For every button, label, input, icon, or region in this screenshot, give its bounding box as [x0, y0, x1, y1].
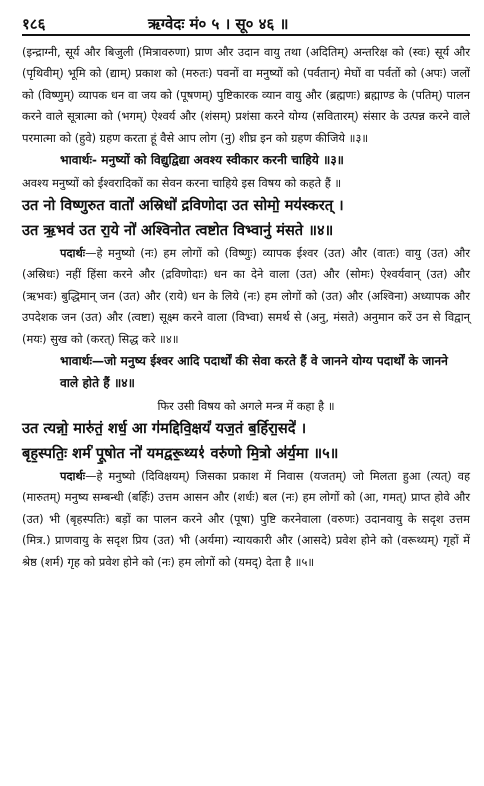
bhavartha-block [22, 149, 470, 171]
mantra-line: बृह॒स्पतिः॒ शर्म॑ पू॒षोत नो॑ यमद्वरू॒थ्य१॑ वरु॑णो मि॒त्रो अ॑र्य॒मा ॥५॥ [22, 445, 339, 463]
bhavartha-text: - मनुष्यों को विद्युद्विद्या अवश्य स्वीकार करनी चाहिये ॥३॥ [91, 153, 344, 168]
running-header [22, 6, 470, 36]
padartha-label: पदार्थः [60, 469, 86, 484]
running-title: ऋग्वेदः मं० ५ । सू० ४६ ॥ [148, 15, 289, 33]
page-number: १८६ [22, 15, 46, 33]
mantra-line: उत ऋ॒भव॑ उत रा॒ये नो॑ अश्विनोत त्वष्टोत विभ्वानु॑ मंसते ॥४॥ [22, 222, 334, 240]
padartha-block [22, 243, 470, 350]
bhavartha-text: —जो मनुष्य ईश्वर आदि पदार्थों की सेवा करते हैं वे जानने योग्य पदार्थों के जानने वाले होते हैं ॥४॥ [60, 354, 448, 391]
verse-intro: फिर उसी विषय को अगले मन्त्र में कहा है ॥ [157, 399, 335, 414]
verse-intro: अवश्य मनुष्यों को ईश्वरादिकों का सेवन करना चाहिये इस विषय को कहते हैं ॥ [22, 176, 342, 191]
mantra-line: उत नो विष्णुरुत वातो॑ अस्रिधो॑ द्रविणोदा उत सोमो॒ मय॑स्करत् । [22, 197, 344, 215]
bhavartha-label: भावार्थः [60, 354, 92, 369]
padartha-block [22, 466, 470, 573]
padartha-label: पदार्थः [60, 246, 86, 261]
bhavartha-label: भावार्थः [60, 153, 92, 168]
padartha-text: —हे मनुष्यो (दिविक्षयम्) जिसका प्रकाश में निवास (यजतम्) जो मिलता हुआ (त्यत्) वह (मारुतम्) मनुष्य सम्बन्धी (बर्हिः) उत्तम आसन और (शर्धः) बल (नः) हम लोगों को (आ, गमत्) प्राप्त होवे और (उत) भी (बृहस्पतिः) बड़ों का पालन करने और (पूषा) पुष्टि करनेवाला (वरुणः) उदानवायु के सदृश उत्तम (मित्र.) प्राणवायु के सदृश प्रिय (उत) भी (अर्यमा) न्यायकारी और (आसदे) प्रवेश होने को (वरूथ्यम्) गृहों में श्रेष्ठ (शर्म) गृह को प्रवेश होने को (नः) हम लोगों को (यमद्) देता है ॥५॥ [22, 469, 470, 569]
bhavartha-block [22, 350, 470, 394]
commentary-paragraph: (इन्द्राग्नी, सूर्य और बिजुली (मित्रावरुणा) प्राण और उदान वायु तथा (अदितिम्) अन्तरिक्ष को (स्वः) सूर्य और (पृथिवीम्) भूमि को (द्याम्) प्रकाश को (मरुतः) पवनों वा मनुष्यों को (पर्वतान्) मेघों वा पर्वतों को (अपः) जलों को (विष्णुम्) व्यापक धन वा जय को (पूषणम्) पुष्टिकारक व्यान वायु और (ब्रह्मणः) ब्रह्माण्ड के (पतिम्) पालन करने वाले सूत्रात्मा को (भगम्) ऐश्वर्य और (शंसम्) प्रशंसा करने योग्य (सवितारम्) संसार के उत्पन्न करने वाले परमात्मा को (हुवे) ग्रहण करता हूं वैसे आप लोग (नु) शीघ्र इन को ग्रहण कीजिये ॥३॥ [22, 45, 470, 145]
mantra-line: उत त्यन्नो॒ मारु॑तं॒ शर्ध॒ आ ग॑मद्दिवि॒क्षयं॑ यज॒तं ब॒र्हिरा॒सदे॑ । [22, 420, 307, 438]
padartha-text: —हे मनुष्यो (नः) हम लोगों को (विष्णुः) व्यापक ईश्वर (उत) और (वातः) वायु (उत) और (अस्रिधः) नहीं हिंसा करने और (द्रविणोदाः) धन का देने वाला (उत) और (सोमः) ऐश्वर्यवान् (उत) और (ऋभवः) बुद्धिमान् जन (उत) और (राये) धन के लिये (नः) हम लोगों को (उत) और (अश्विना) अध्यापक और उपदेशक जन (उत) और (त्वष्टा) सूक्ष्म करने वाला (विभ्वा) समर्थ से (अनु, मंसते) अनुमान करें उन से विद्वान् (मयः) सुख को (करत्) सिद्ध करे ॥४॥ [22, 246, 470, 346]
